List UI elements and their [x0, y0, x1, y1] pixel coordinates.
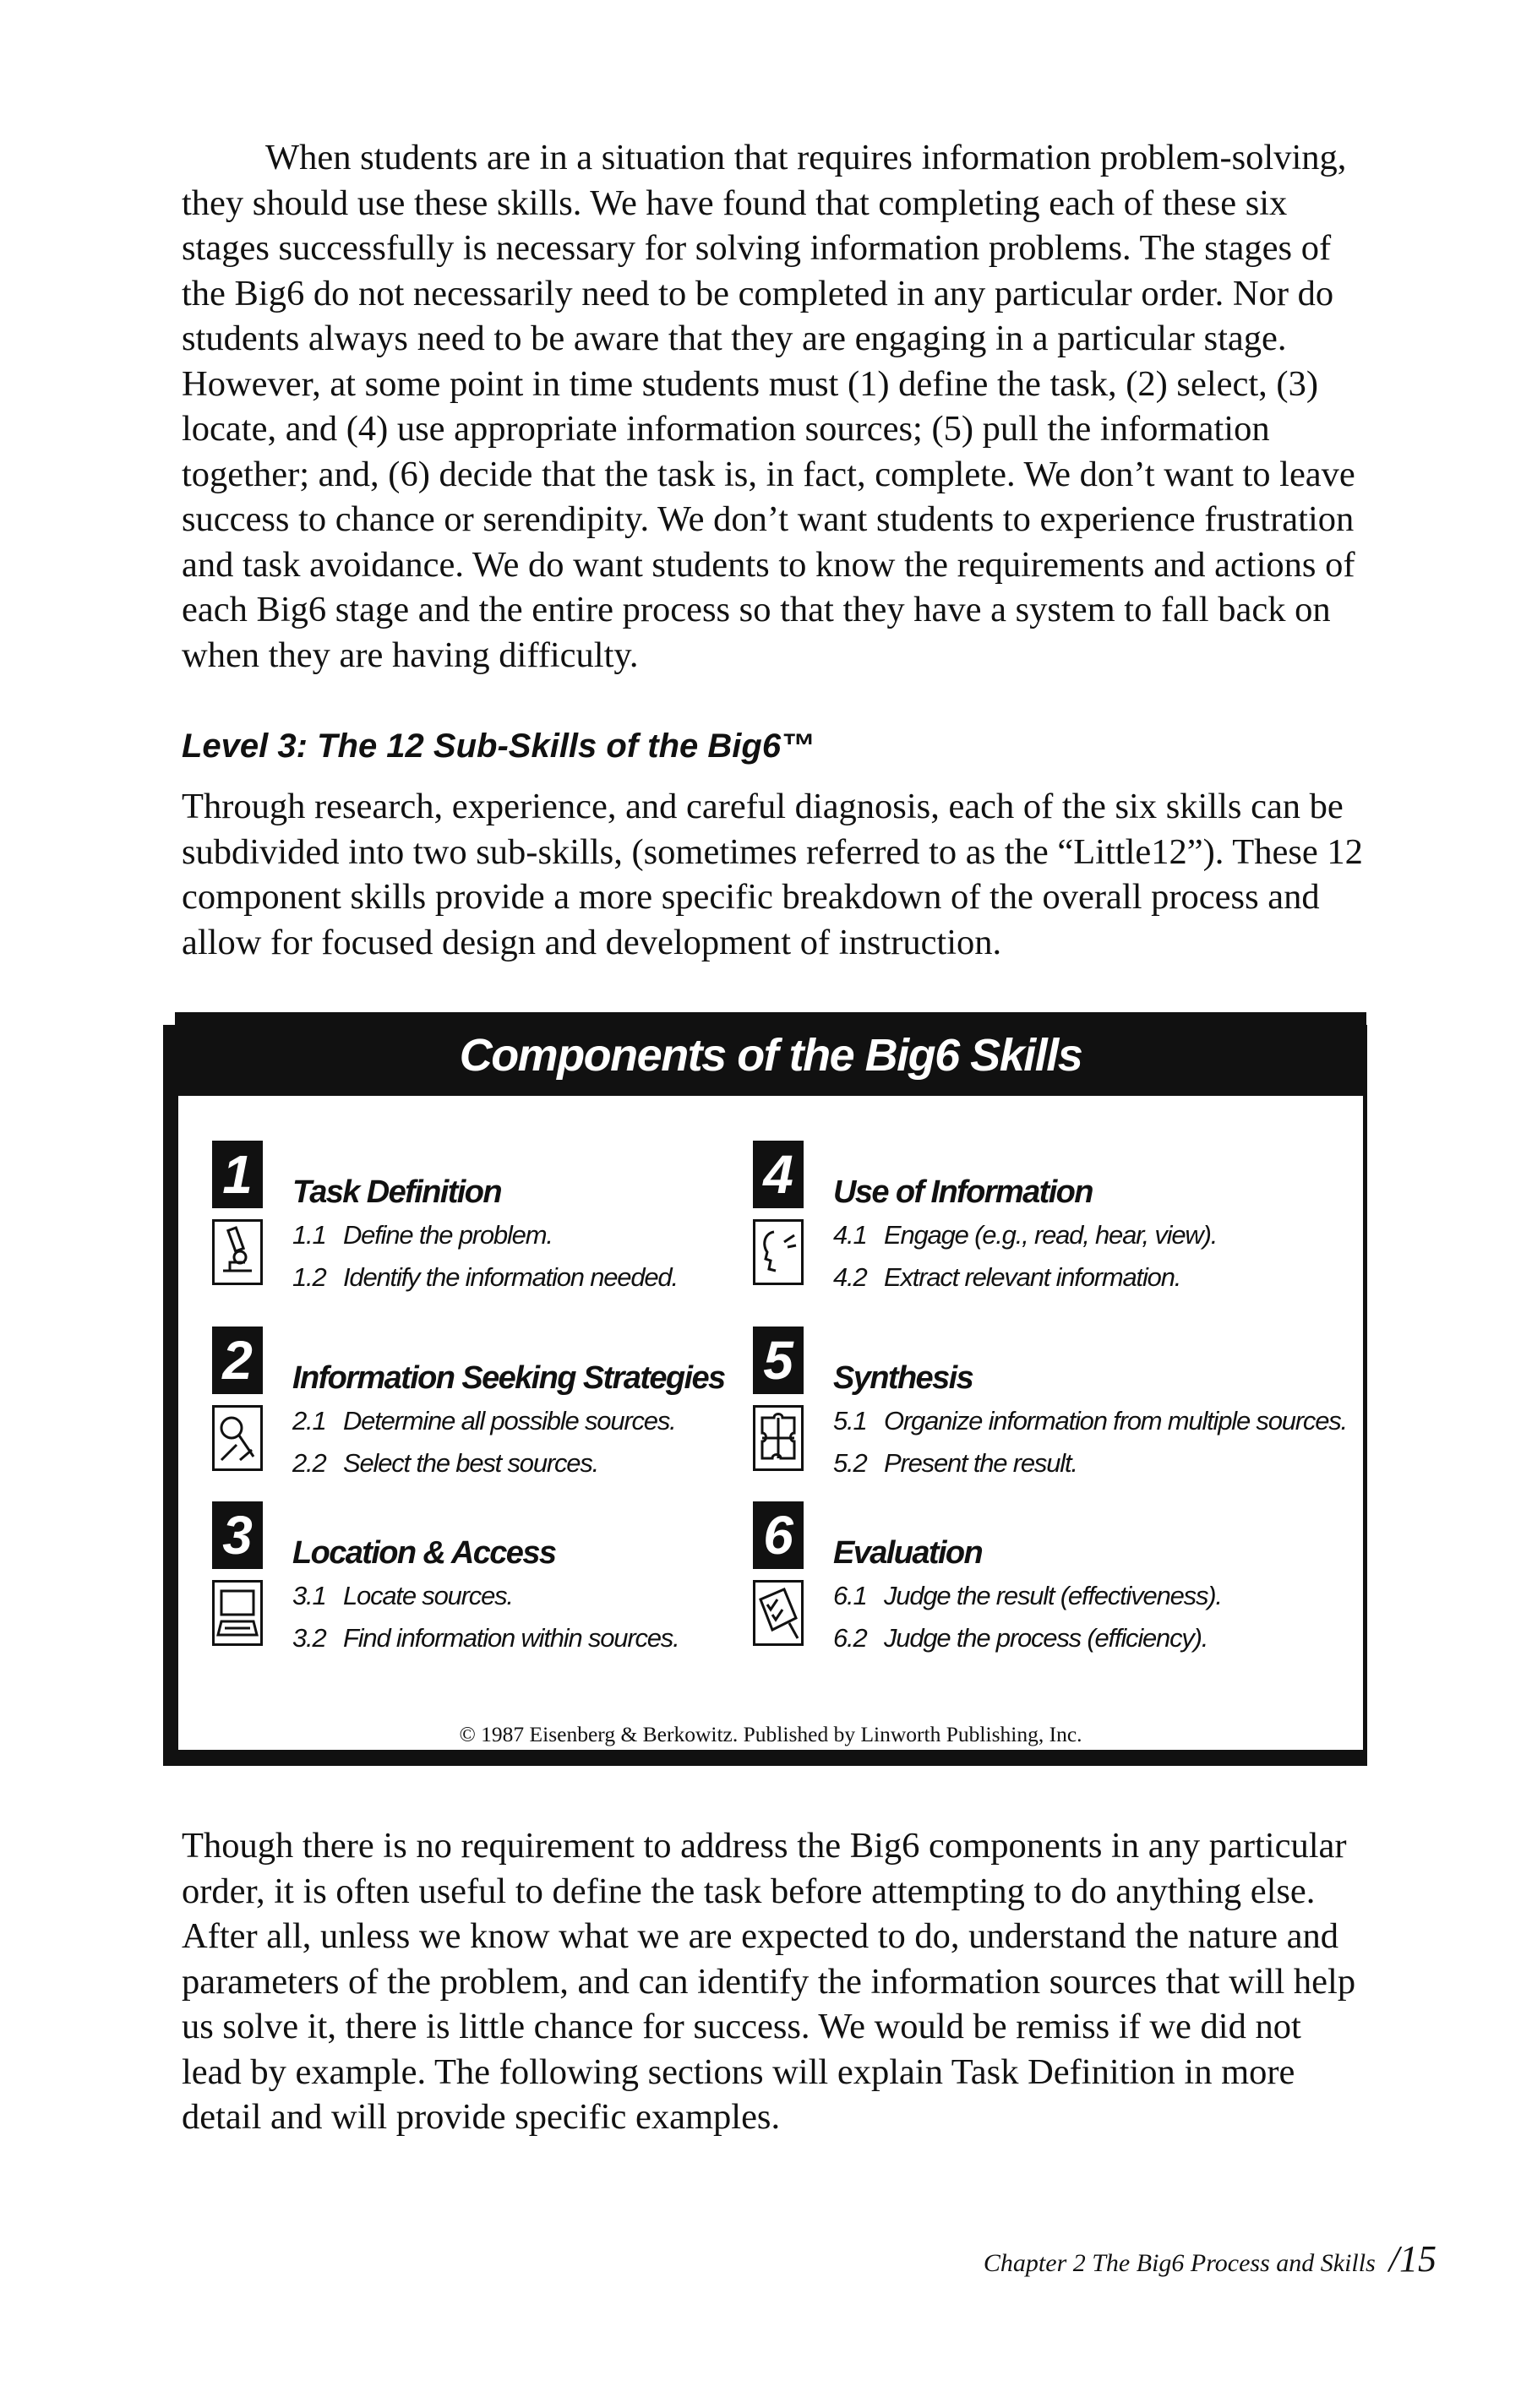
components-box: [175, 1012, 1366, 1753]
sub-skill-6-1: 6.1 Judge the result (effectiveness).: [833, 1581, 1222, 1610]
skill-title-1: Task Definition: [292, 1174, 501, 1210]
sub-skill-2-2: 2.2 Select the best sources.: [292, 1448, 599, 1478]
sub-skill-1-1: 1.1 Define the problem.: [292, 1220, 553, 1250]
face-profile-icon: [753, 1219, 804, 1285]
skill-3: [178, 1501, 728, 1670]
skill-number-1: 1: [212, 1141, 263, 1208]
sub-skill-1-2: 1.2 Identify the information needed.: [292, 1262, 678, 1292]
components-title-bar: [178, 1016, 1363, 1096]
sub-skill-4-2: 4.2 Extract relevant information.: [833, 1262, 1181, 1292]
computer-icon: [212, 1580, 263, 1646]
sub-skill-4-1: 4.1 Engage (e.g., read, hear, view).: [833, 1220, 1218, 1250]
skill-number-3: 3: [212, 1501, 263, 1569]
page-number: /15: [1388, 2238, 1436, 2280]
sub-skill-3-2: 3.2 Find information within sources.: [292, 1623, 679, 1653]
skill-number-6: 6: [753, 1501, 804, 1569]
skill-number-4: 4: [753, 1141, 804, 1208]
skill-title-6: Evaluation: [833, 1535, 983, 1571]
skill-1: [178, 1141, 728, 1310]
sub-skill-6-2: 6.2 Judge the process (efficiency).: [833, 1623, 1208, 1653]
sub-skill-5-1: 5.1 Organize information from multiple sources.: [833, 1406, 1347, 1436]
skill-title-5: Synthesis: [833, 1360, 973, 1396]
skill-6: [719, 1501, 1268, 1670]
skill-2: [178, 1327, 728, 1495]
skill-4: [719, 1141, 1268, 1310]
body-paragraph-1: When students are in a situation that requires information problem-solving, they should use these skills. We have found that completing each of these six stages successfully is necessary for solving information problems. The stages of the Big6 do not necessarily need to be completed in any particular order. Nor do students always need to be aware that they are engaging in a particular stage. However, at some point in time students must (1) define the task, (2) select, (3) locate, and (4) use appropriate information sources; (5) pull the information together; and, (6) decide that the task is, in fact, complete. We don’t want to leave success to chance or serendipity. We don’t want students to experience frustration and task avoidance. We do want students to know the requirements and actions of each Big6 stage and the entire process so that they have a system to fall back on when they are having difficulty.: [182, 138, 1355, 675]
magnifier-icon: [212, 1405, 263, 1471]
skill-number-2: 2: [212, 1327, 263, 1394]
footer-chapter: Chapter 2 The Big6 Process and Skills: [983, 2249, 1376, 2277]
sub-skill-2-1: 2.1 Determine all possible sources.: [292, 1406, 676, 1436]
microscope-icon: [212, 1219, 263, 1285]
copyright-notice: © 1987 Eisenberg & Berkowitz. Published by Linworth Publishing, Inc.: [459, 1722, 1082, 1746]
body-paragraph-3: Though there is no requirement to address the Big6 components in any particular order, it is often useful to define the task before attempting to do anything else. After all, unless we know what we are expected to do, understand the nature and parameters of the problem, and can identify the information sources that will help us solve it, there is little chance for success. We would be remiss if we did not lead by example. The following sections will explain Task Definition in more detail and will provide specific examples.: [182, 1826, 1356, 2137]
checklist-icon: [753, 1580, 804, 1646]
body-paragraph-2: Through research, experience, and careful diagnosis, each of the six skills can be subdivided into two sub-skills, (sometimes referred to as the “Little12”). These 12 component skills provide a more specific breakdown of the overall process and allow for focused design and development of instruction.: [182, 787, 1363, 962]
components-title: Components of the Big6 Skills: [459, 1030, 1082, 1081]
sub-skill-5-2: 5.2 Present the result.: [833, 1448, 1077, 1478]
sub-skill-3-1: 3.1 Locate sources.: [292, 1581, 513, 1610]
section-heading: Level 3: The 12 Sub-Skills of the Big6™: [182, 727, 815, 765]
puzzle-icon: [753, 1405, 804, 1471]
skill-title-3: Location & Access: [292, 1535, 556, 1571]
skill-title-2: Information Seeking Strategies: [292, 1360, 725, 1396]
page-footer: [984, 2237, 1436, 2280]
skill-5: [719, 1327, 1347, 1495]
skill-title-4: Use of Information: [833, 1174, 1093, 1210]
skill-number-5: 5: [753, 1327, 804, 1394]
